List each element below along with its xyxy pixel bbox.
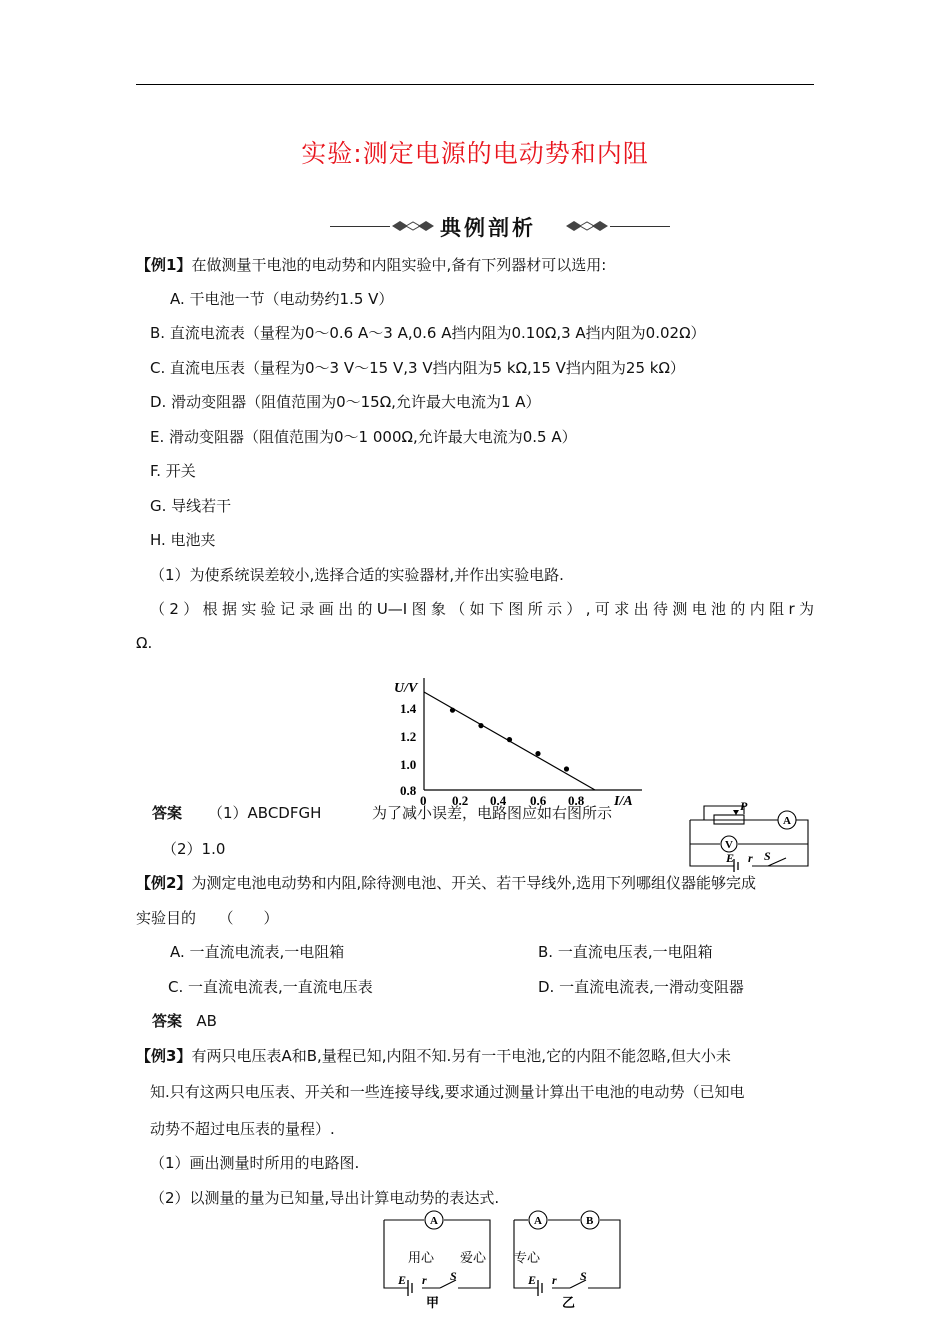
ex2-option-c: C. 一直流电流表,一直流电压表 [168, 978, 373, 996]
voltmeter-b-icon: B [586, 1215, 594, 1227]
answer-label: 答案 [152, 804, 183, 822]
ex3-question-1: （1）画出测量时所用的电路图. [150, 1154, 360, 1172]
internal-resistance-label: r [748, 851, 753, 865]
voltmeter-icon: V [725, 839, 733, 851]
ex2-option-d: D. 一直流电流表,一滑动变阻器 [538, 978, 744, 996]
y-axis-label: U/V [394, 681, 418, 696]
switch-label: S [450, 1269, 457, 1283]
section-heading [330, 210, 670, 244]
answer-note: 为了减小误差，电路图应如右图所示 [372, 804, 613, 822]
ammeter-icon: A [430, 1215, 438, 1227]
example-2-text: 为测定电池电动势和内阻,除待测电池、开关、若干导线外,选用下列哪组仪器能够完成 [191, 874, 756, 892]
option-g: G. 导线若干 [150, 497, 232, 515]
x-tick-label: 0.2 [452, 793, 469, 808]
example-3-label: 【例3】 [136, 1047, 192, 1065]
heading-right-ornament [564, 219, 610, 233]
circuit-caption: 乙 [562, 1296, 576, 1310]
watermark-text: 专心 [514, 1251, 541, 1266]
ex2-option-a: A. 一直流电流表,一电阻箱 [170, 943, 345, 961]
switch-label: S [764, 849, 771, 863]
y-tick-label: 1.4 [400, 701, 417, 716]
answer-2: （2）1.0 [162, 840, 226, 858]
example-3-text: 有两只电压表A和B,量程已知,内阻不知.另有一干电池,它的内阻不能忽略,但大小未 [191, 1047, 731, 1065]
question-2-unit: Ω. [136, 634, 153, 652]
option-b: B. 直流电流表（量程为0～0.6 A～3 A,0.6 A挡内阻为0.10Ω,3 A挡内阻为0.02Ω） [150, 324, 706, 342]
answer-circuit [686, 796, 814, 872]
heading-right-rule [610, 226, 670, 227]
voltmeter-a-icon: A [534, 1215, 542, 1227]
circuit-caption: 甲 [426, 1296, 440, 1310]
example-1-label: 【例1】 [136, 256, 192, 274]
ex3-question-2: （2）以测量的量为已知量,导出计算电动势的表达式. [150, 1189, 500, 1207]
page-title: 实验:测定电源的电动势和内阻 [301, 139, 649, 168]
example-1-intro [136, 254, 606, 275]
option-a: A. 干电池一节（电动势约1.5 V） [170, 290, 394, 308]
header-rule [136, 84, 814, 85]
ex2-answer [152, 1010, 217, 1031]
question-2: （2）根据实验记录画出的U—I图象（如下图所示）,可求出待测电池的内阻r为 [150, 600, 814, 618]
example-2-intro [136, 872, 756, 893]
data-point [478, 723, 483, 728]
u-i-graph [380, 674, 650, 814]
ammeter-icon: A [783, 815, 791, 827]
x-tick-label: 0.4 [490, 793, 507, 808]
example-2-text-cont: 实验目的 （ ） [136, 909, 279, 927]
ex2-answer-label: 答案 [152, 1012, 183, 1030]
data-point [535, 751, 540, 756]
ex2-option-b: B. 一直流电压表,一电阻箱 [538, 943, 713, 961]
emf-label: E [528, 1273, 537, 1287]
slider-label: P [740, 799, 748, 813]
x-tick-label: 0.8 [568, 793, 585, 808]
option-c: C. 直流电压表（量程为0～3 V～15 V,3 V挡内阻为5 kΩ,15 V挡内阻为25 kΩ） [150, 359, 685, 377]
y-tick-label: 0.8 [400, 783, 417, 798]
example-3-text-3: 动势不超过电压表的量程）. [150, 1120, 335, 1138]
y-tick-label: 1.2 [400, 729, 417, 744]
example-1-text: 在做测量干电池的电动势和内阻实验中,备有下列器材可以选用: [191, 256, 607, 274]
data-point [450, 708, 455, 713]
example-2-label: 【例2】 [136, 874, 192, 892]
heading-left-rule [330, 226, 390, 227]
watermark-right: 爱心 [460, 1251, 487, 1266]
x-tick-label: 0 [420, 793, 427, 808]
question-1: （1）为使系统误差较小,选择合适的实验器材,并作出实验电路. [150, 566, 564, 584]
emf-label: E [726, 851, 735, 865]
answer-1: （1）ABCDFGH [208, 804, 322, 822]
y-tick-label: 1.0 [400, 757, 417, 772]
watermark-left: 用心 [408, 1251, 435, 1266]
option-e: E. 滑动变阻器（阻值范围为0～1 000Ω,允许最大电流为0.5 A） [150, 428, 577, 446]
example-3-intro [136, 1045, 731, 1066]
option-f: F. 开关 [150, 462, 196, 480]
internal-resistance-label: r [422, 1273, 427, 1287]
x-axis-label: I/A [614, 794, 633, 809]
heading-left-ornament [390, 219, 436, 233]
switch-label: S [580, 1269, 587, 1283]
emf-label: E [398, 1273, 407, 1287]
option-d: D. 滑动变阻器（阻值范围为0～15Ω,允许最大电流为1 A） [150, 393, 541, 411]
circuit-yi [508, 1210, 626, 1310]
example-3-text-2: 知.只有这两只电压表、开关和一些连接导线,要求通过测量计算出干电池的电动势（已知电 [150, 1083, 745, 1101]
internal-resistance-label: r [552, 1273, 557, 1287]
data-point [564, 766, 569, 771]
option-h: H. 电池夹 [150, 531, 216, 549]
ex2-answer-value: AB [196, 1012, 217, 1030]
section-heading-text: 典例剖析 [440, 216, 536, 240]
data-point [507, 737, 512, 742]
x-tick-label: 0.6 [530, 793, 547, 808]
circuit-jia [378, 1210, 496, 1310]
